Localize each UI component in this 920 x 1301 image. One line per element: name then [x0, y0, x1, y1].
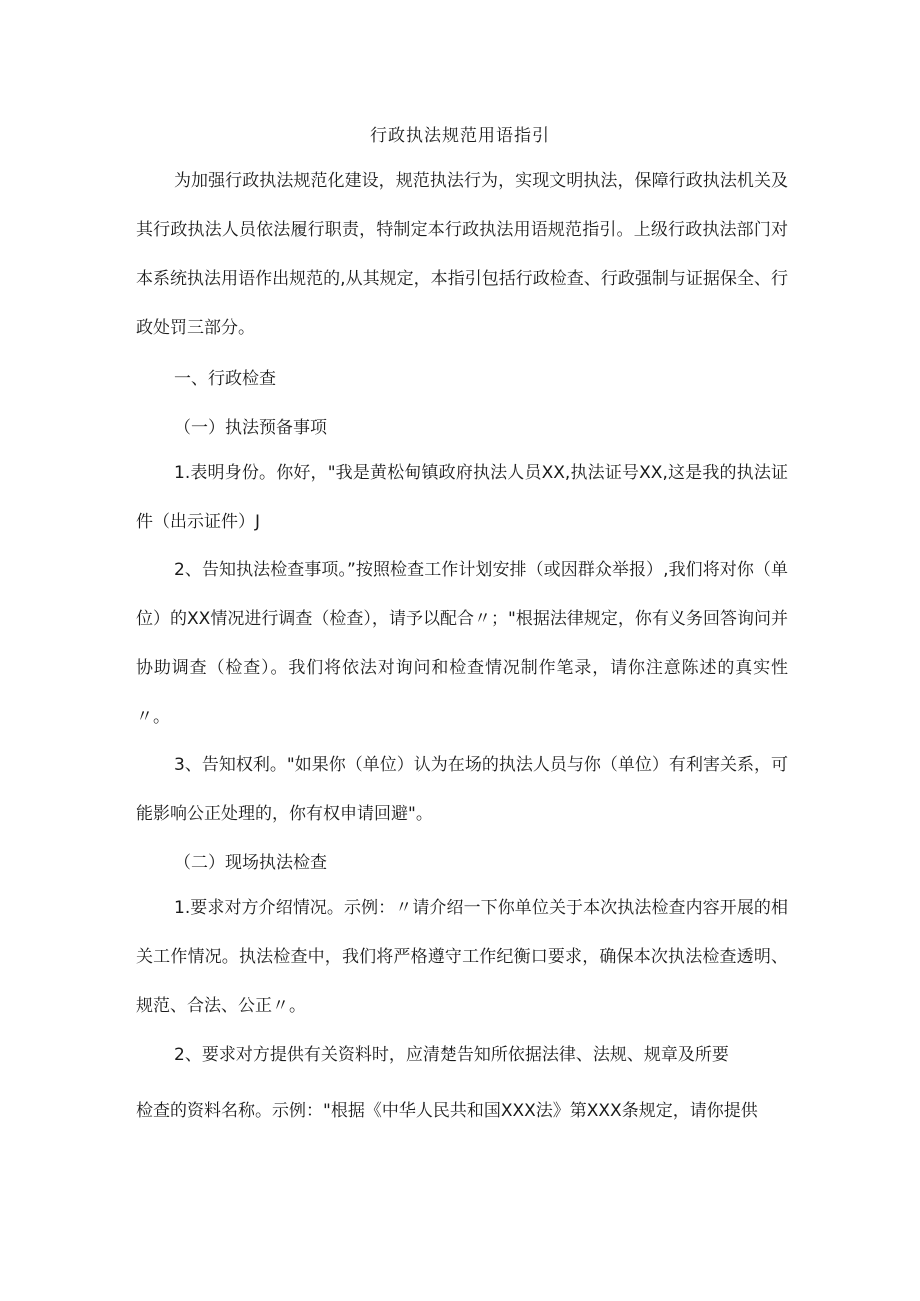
document-title: 行政执法规范用语指引 [370, 126, 550, 146]
item-inform-inspection-matters: 2、告知执法检查事项。”按照检查工作计划安排（或因群众举报）,我们将对你（单位）的XX情况进行调查（检查），请予以配合〃；"根据法律规定，你有义务回答询问并协助调查（检查）。我们将依法对询问和检查情况制作笔录，请你注意陈述的真实性〃。 [136, 560, 788, 727]
item-request-materials-line2: 检查的资料名称。示例："根据《中华人民共和国XXX法》第XXX条规定，请你提供 [136, 1101, 758, 1121]
section-heading-administrative-inspection: 一、行政检查 [174, 369, 276, 389]
item-request-materials-line1: 2、要求对方提供有关资料时，应清楚告知所依据法律、法规、规章及所要 [174, 1045, 729, 1065]
item-inform-rights: 3、告知权利。"如果你（单位）认为在场的执法人员与你（单位）有利害关系，可能影响公正处理的，你有权申请回避"。 [136, 755, 788, 824]
intro-paragraph: 为加强行政执法规范化建设，规范执法行为，实现文明执法，保障行政执法机关及其行政执法人员依法履行职责，特制定本行政执法用语规范指引。上级行政执法部门对本系统执法用语作出规范的,从其规定，本指引包括行政检查、行政强制与证据保全、行政处罚三部分。 [136, 171, 788, 338]
item-show-identity: 1.表明身份。你好，"我是黄松甸镇政府执法人员XX,执法证号XX,这是我的执法证件（出示证件）J [136, 463, 788, 532]
item-request-introduction: 1.要求对方介绍情况。示例：〃请介绍一下你单位关于本次执法检查内容开展的相关工作情况。执法检查中，我们将严格遵守工作纪衡口要求，确保本次执法检查透明、规范、合法、公正〃。 [136, 898, 788, 1016]
subsection-heading-onsite-inspection: （二）现场执法检查 [174, 853, 327, 873]
subsection-heading-preparation: （一）执法预备事项 [174, 418, 327, 438]
